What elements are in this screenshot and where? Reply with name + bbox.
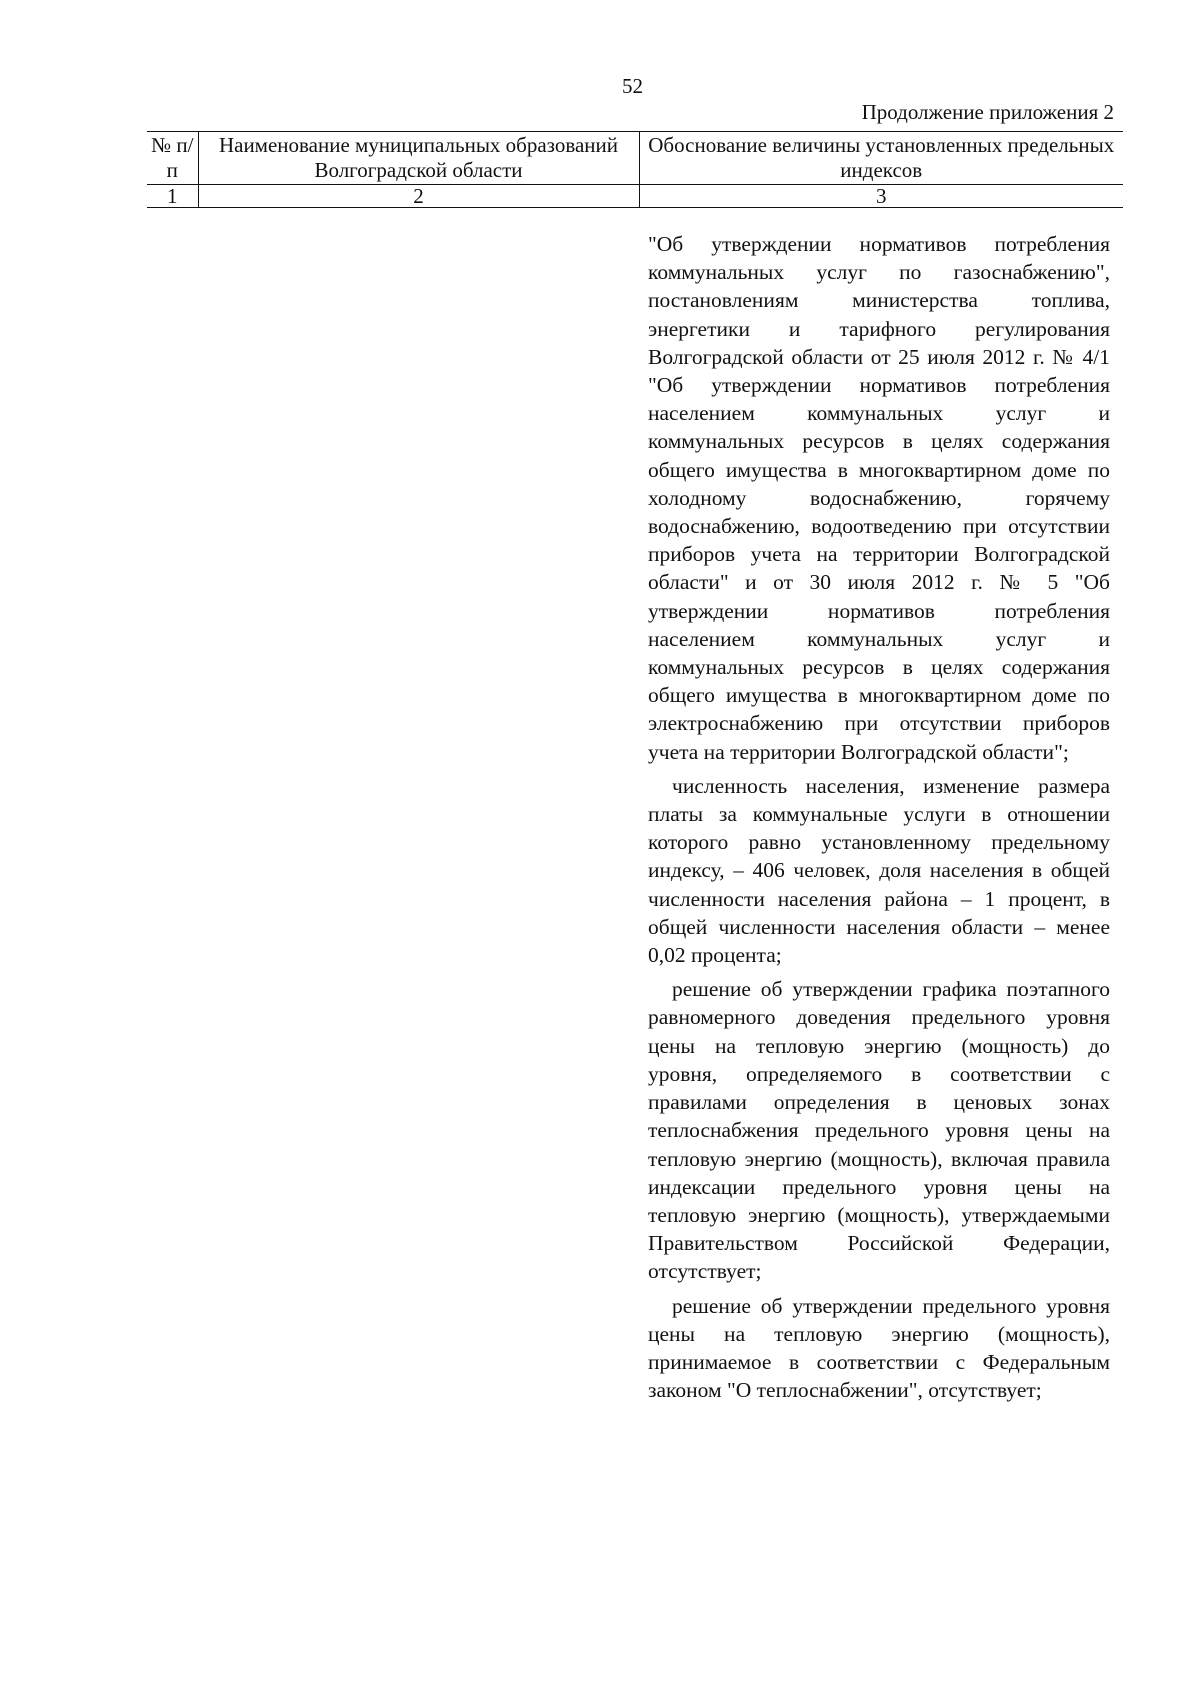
page-number: 52 — [622, 74, 643, 98]
header-municipality-name: Наименование муниципальных образований Волгоградской области — [198, 132, 639, 185]
column-number-2: 2 — [198, 185, 639, 208]
justification-text — [648, 230, 1110, 1410]
justification-paragraph: решение об утверждении графика поэтапного равномерного доведения предельного уровня цены на тепловую энергию (мощность) до уровня, определяемого в соответствии с правилами определения в ценовых зонах теплоснабжения предельного уровня цены на тепловую энергию (мощность), включая правила индексации предельного уровня цены на тепловую энергию (мощность), утверждаемыми Правительством Российской Федерации, отсутствует; — [648, 977, 1110, 1284]
header-number: № п/п — [147, 132, 198, 185]
column-number-row — [147, 185, 1123, 208]
column-number-3: 3 — [639, 185, 1123, 208]
justification-paragraph: численность населения, изменение размера платы за коммунальные услуги в отношении которого равно установленному предельному индексу, – 406 человек, доля населения в общей численности населения района – 1 процент, в общей численности населения области – менее 0,02 процента; — [648, 773, 1110, 968]
appendix-table — [147, 131, 1123, 208]
justification-paragraph: решение об утверждении предельного уровня цены на тепловую энергию (мощность), принимаемое в соответствии с Федеральным законом "О теплоснабжении", отсутствует; — [648, 1293, 1110, 1403]
column-number-1: 1 — [147, 185, 198, 208]
justification-paragraph: "Об утверждении нормативов потребления коммунальных услуг по газоснабжению", постановлениям министерства топлива, энергетики и тарифного регулирования Волгоградской области от 25 июля 2012 г. № 4/1 "Об утверждении нормативов потребления населением коммунальных услуг и коммунальных ресурсов в целях содержания общего имущества в многоквартирном доме по холодному водоснабжению, горячему водоснабжению, водоотведению при отсутствии приборов учета на территории Волгоградской области" и от 30 июля 2012 г. № 5 "Об утверждении нормативов потребления населением коммунальных услуг и коммунальных ресурсов в целях содержания общего имущества в многоквартирном доме по электроснабжению при отсутствии приборов учета на территории Волгоградской области"; — [648, 232, 1110, 764]
table-header-row — [147, 132, 1123, 185]
header-justification: Обоснование величины установленных предельных индексов — [639, 132, 1123, 185]
continuation-label: Продолжение приложения 2 — [861, 100, 1114, 124]
